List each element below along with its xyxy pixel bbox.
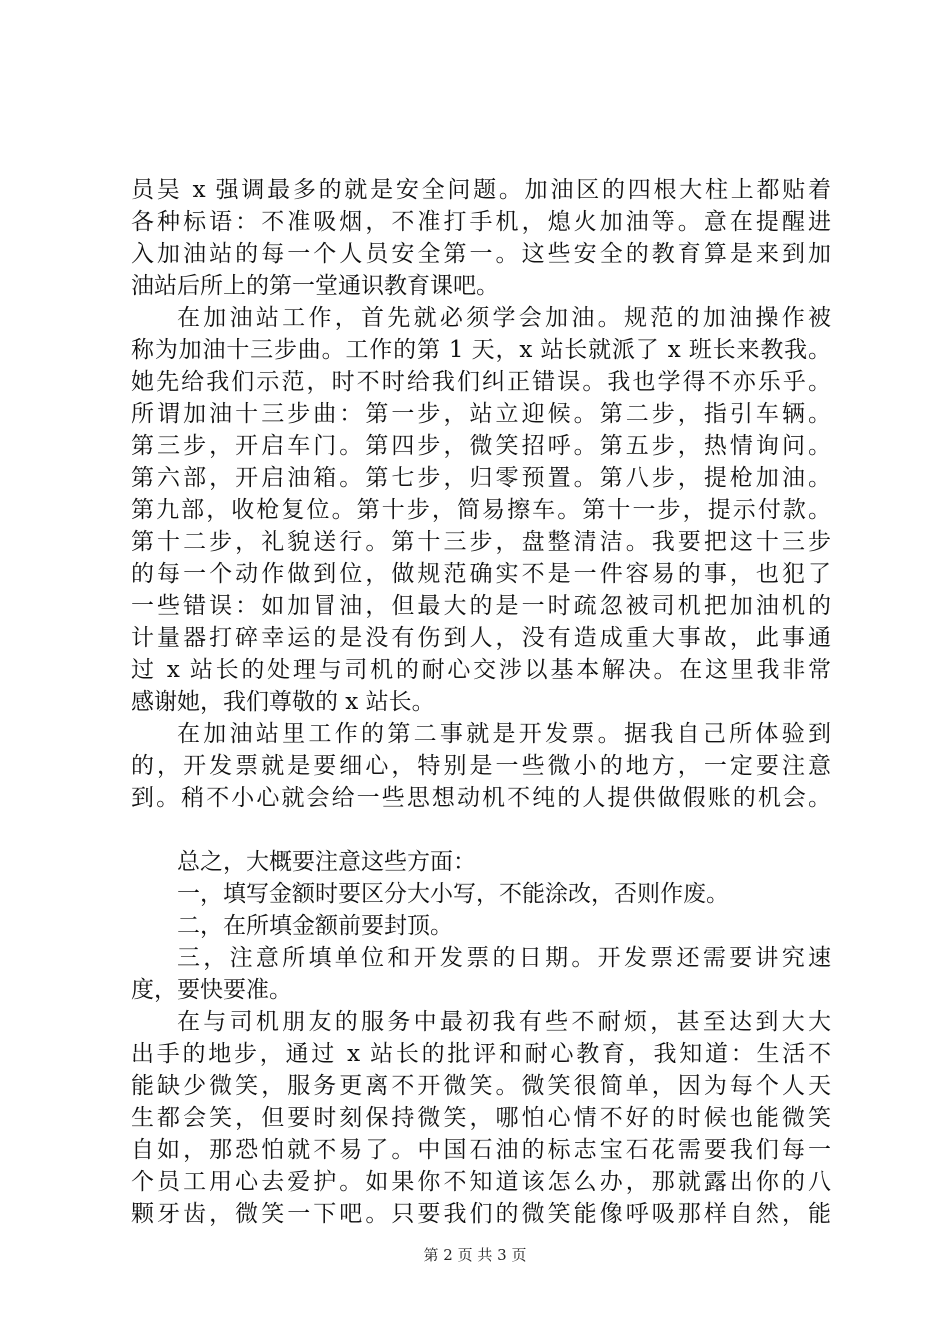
text-line: 油站后所上的第一堂通识教育课吧。 <box>131 273 499 299</box>
text-line: 所谓加油十三步曲：第一步，站立迎候。第二步，指引车辆。 <box>131 401 831 427</box>
text-line: 过 x 站长的处理与司机的耐心交涉以基本解决。在这里我非常 <box>131 657 831 683</box>
blank-line <box>131 814 831 846</box>
text-line: 感谢她，我们尊敬的 x 站长。 <box>131 689 435 715</box>
text-line: 总之，大概要注意这些方面： <box>177 849 476 875</box>
text-line: 称为加油十三步曲。工作的第 1 天，x 站长就派了 x 班长来教我。 <box>131 337 831 363</box>
text-line: 各种标语：不准吸烟，不准打手机，熄火加油等。意在提醒进 <box>131 209 831 235</box>
text-line: 能缺少微笑，服务更离不开微笑。微笑很简单，因为每个人天 <box>131 1073 831 1099</box>
text-line: 计量器打碎幸运的是没有伤到人，没有造成重大事故，此事通 <box>131 625 831 651</box>
text-line: 入加油站的每一个人员安全第一。这些安全的教育算是来到加 <box>131 241 831 267</box>
text-line: 第三步，开启车门。第四步，微笑招呼。第五步，热情询问。 <box>131 433 831 459</box>
page-footer: 第 2 页 共 3 页 <box>423 1246 527 1264</box>
text-line: 一些错误：如加冒油，但最大的是一时疏忽被司机把加油机的 <box>131 593 831 619</box>
text-line: 生都会笑，但要时刻保持微笑，哪怕心情不好的时候也能微笑 <box>131 1105 831 1131</box>
text-line: 三，注意所填单位和开发票的日期。开发票还需要讲究速 <box>177 945 831 971</box>
text-line: 在与司机朋友的服务中最初我有些不耐烦，甚至达到大大 <box>177 1009 831 1035</box>
text-line: 二，在所填金额前要封顶。 <box>177 913 453 939</box>
text-line: 她先给我们示范，时不时给我们纠正错误。我也学得不亦乐乎。 <box>131 369 831 395</box>
text-line: 第六部，开启油箱。第七步，归零预置。第八步，提枪加油。 <box>131 465 831 491</box>
text-line: 到。稍不小心就会给一些思想动机不纯的人提供做假账的机会。 <box>131 785 831 811</box>
text-line: 在加油站工作，首先就必须学会加油。规范的加油操作被 <box>177 305 831 331</box>
text-line: 员吴 x 强调最多的就是安全问题。加油区的四根大柱上都贴着 <box>131 177 831 203</box>
text-line: 出手的地步，通过 x 站长的批评和耐心教育，我知道：生活不 <box>131 1041 831 1067</box>
text-line: 一，填写金额时要区分大小写，不能涂改，否则作废。 <box>177 881 729 907</box>
text-line: 度，要快要准。 <box>131 977 292 1003</box>
text-line: 的，开发票就是要细心，特别是一些微小的地方，一定要注意 <box>131 753 831 779</box>
text-line: 的每一个动作做到位，做规范确实不是一件容易的事，也犯了 <box>131 561 831 587</box>
document-body <box>131 174 831 1230</box>
text-line: 个员工用心去爱护。如果你不知道该怎么办，那就露出你的八 <box>131 1169 831 1195</box>
text-line: 在加油站里工作的第二事就是开发票。据我自己所体验到 <box>177 721 831 747</box>
text-line: 第十二步，礼貌送行。第十三步，盘整清洁。我要把这十三步 <box>131 529 831 555</box>
text-line: 第九部，收枪复位。第十步，简易擦车。第十一步，提示付款。 <box>131 497 831 523</box>
text-line: 颗牙齿，微笑一下吧。只要我们的微笑能像呼吸那样自然，能 <box>131 1201 831 1227</box>
text-line: 自如，那恐怕就不易了。中国石油的标志宝石花需要我们每一 <box>131 1137 831 1163</box>
